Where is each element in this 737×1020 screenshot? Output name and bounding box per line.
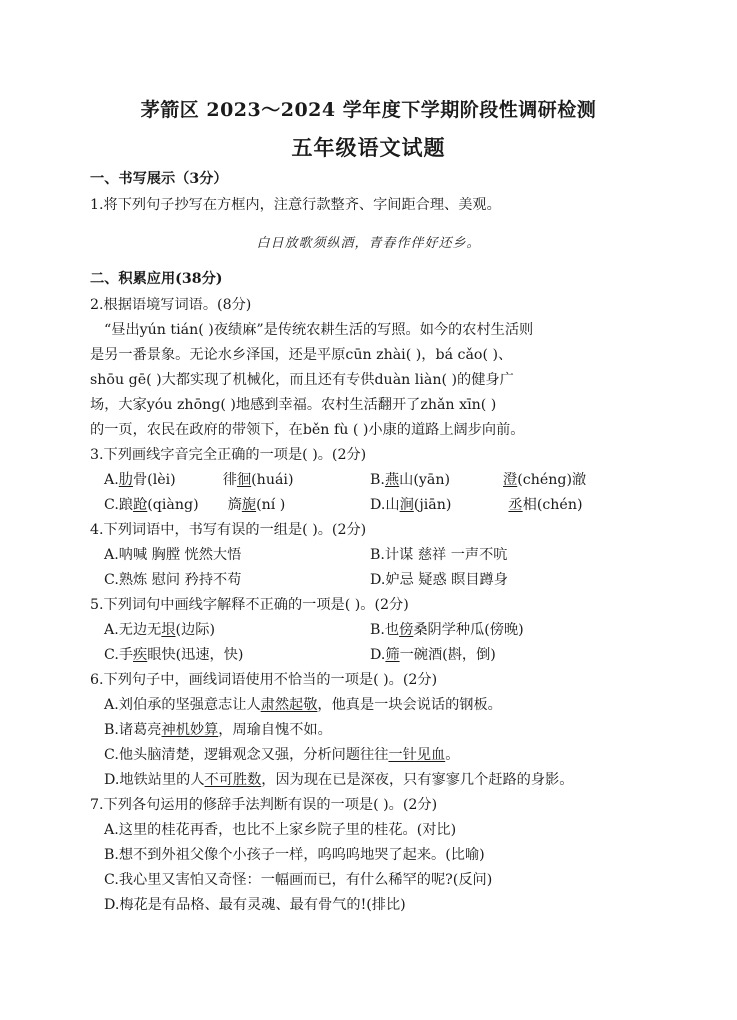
q7-option-a: A.这里的桂花再香，也比不上家乡院子里的桂花。(对比) bbox=[104, 822, 457, 838]
q1-stem: 1.将下列句子抄写在方框内，注意行款整齐、字间距合理、美观。 bbox=[90, 197, 501, 213]
exam-title: 茅箭区 2023～2024 学年度下学期阶段性调研检测 bbox=[140, 99, 597, 121]
exam-subtitle: 五年级语文试题 bbox=[291, 135, 446, 160]
q7-option-b: B.想不到外祖父像个小孩子一样，呜呜呜地哭了起来。(比喻) bbox=[104, 847, 485, 863]
q2-line-5: 的一页，农民在政府的带领下，在běn fù ( )小康的道路上阔步向前。 bbox=[90, 422, 525, 438]
q7-option-d: D.梅花是有品格、最有灵魂、最有骨气的!(排比) bbox=[104, 897, 406, 913]
section-1-heading: 一、书写展示（3分） bbox=[90, 171, 228, 187]
q3-option-b: B.燕山(yān) 澄(chéng)澈 bbox=[370, 472, 587, 488]
q6-option-d: D.地铁站里的人不可胜数，因为现在已是深夜，只有寥寥几个赶路的身影。 bbox=[104, 772, 574, 788]
q2-line-4: 场，大家yóu zhōng( )地感到幸福。农村生活翻开了zhǎn xīn( ) bbox=[90, 397, 497, 413]
q4-option-d: D.妒忌 疑惑 瞑目蹲身 bbox=[370, 572, 508, 588]
q2-stem: 2.根据语境写词语。(8分) bbox=[90, 297, 252, 313]
q4-option-c: C.熟炼 慰问 矜持不苟 bbox=[104, 572, 242, 588]
q7-option-c: C.我心里又害怕又奇怪：一幅画而已，有什么稀罕的呢?(反问) bbox=[104, 872, 493, 888]
q5-option-a: A.无边无垠(边际) bbox=[104, 622, 215, 638]
q5-option-c: C.手疾眼快(迅速，快) bbox=[104, 647, 244, 663]
q1-sample-sentence: 白日放歌须纵酒，青春作伴好还乡。 bbox=[256, 236, 481, 251]
q3-option-a: A.肋骨(lèi) 徘徊(huái) bbox=[104, 472, 294, 488]
q3-option-d: D.山涧(jiān) 丞相(chén) bbox=[370, 497, 583, 513]
q3-option-c: C.踉跄(qiàng) 旖旎(ní ) bbox=[104, 497, 286, 513]
q4-option-b: B.计谋 慈祥 一声不吭 bbox=[370, 547, 508, 563]
q2-line-2: 是另一番景象。无论水乡泽国，还是平原cūn zhài( )，bá cǎo( )、 bbox=[90, 347, 513, 363]
q4-option-a: A.呐喊 胸膛 恍然大悟 bbox=[104, 547, 242, 563]
section-2-heading: 二、积累应用(38分) bbox=[90, 271, 223, 287]
q6-option-c: C.他头脑清楚，逻辑观念又强，分析问题往往一针见血。 bbox=[104, 747, 460, 763]
q4-stem: 4.下列词语中，书写有误的一组是( )。(2分) bbox=[90, 522, 367, 538]
q6-option-a: A.刘伯承的坚强意志让人肃然起敬，他真是一块会说话的钢板。 bbox=[104, 697, 502, 713]
q2-line-3: shōu gē( )大都实现了机械化，而且还有专供duàn liàn( )的健身广 bbox=[90, 372, 514, 388]
q5-option-d: D.筛一碗酒(斟，倒) bbox=[370, 647, 496, 663]
q2-line-1: “昼出yún tián( )夜绩麻”是传统农耕生活的写照。如今的农村生活则 bbox=[104, 322, 534, 338]
q5-option-b: B.也傍桑阴学种瓜(傍晚) bbox=[370, 622, 524, 638]
q6-stem: 6.下列句子中，画线词语使用不恰当的一项是( )。(2分) bbox=[90, 672, 438, 688]
q3-stem: 3.下列画线字音完全正确的一项是( )。(2分) bbox=[90, 447, 367, 463]
q7-stem: 7.下列各句运用的修辞手法判断有误的一项是( )。(2分) bbox=[90, 797, 438, 813]
q6-option-b: B.诸葛亮神机妙算，周瑜自愧不如。 bbox=[104, 722, 332, 738]
q5-stem: 5.下列词句中画线字解释不正确的一项是( )。(2分) bbox=[90, 597, 409, 613]
